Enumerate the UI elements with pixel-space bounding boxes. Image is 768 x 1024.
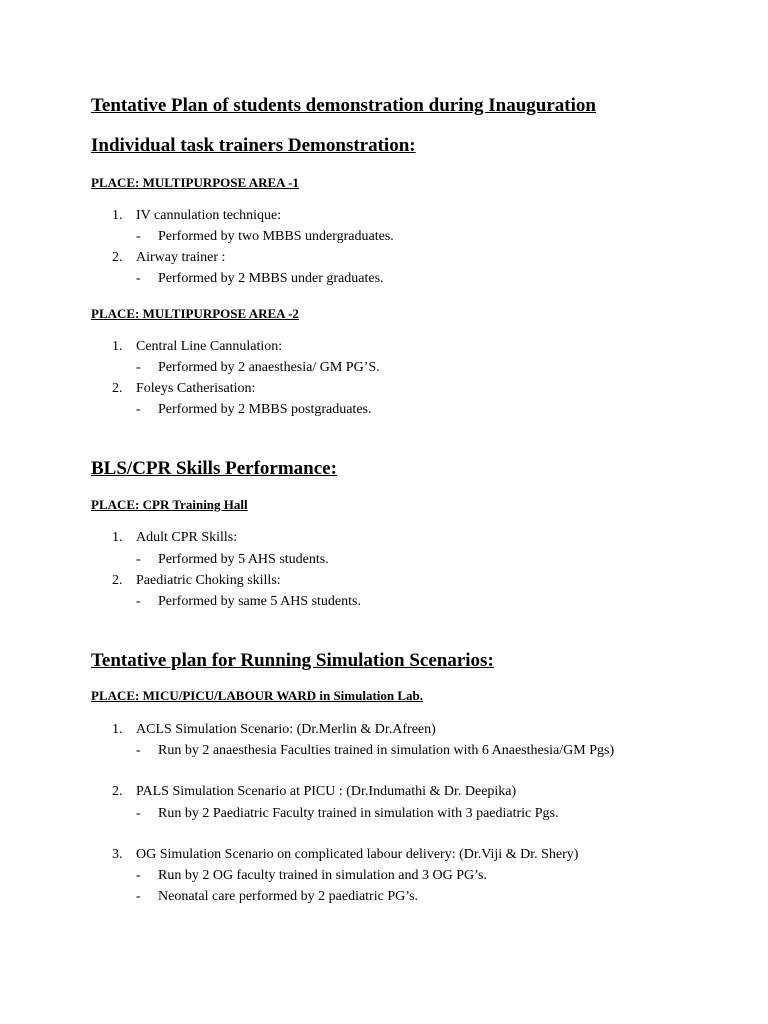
dash-bullet-icon: - [136,552,141,567]
section-heading: Tentative plan for Running Simulation Scenarios: [91,650,494,671]
list-item-text: Airway trainer : [136,250,226,265]
sub-item-text: Performed by 2 MBBS postgraduates. [158,402,372,417]
list-number: 2. [112,381,123,396]
sub-item-text: Performed by same 5 AHS students. [158,594,361,609]
dash-bullet-icon: - [136,360,141,375]
document-title: Tentative Plan of students demonstration during Inauguration [91,95,596,116]
list-item-text: PALS Simulation Scenario at PICU : (Dr.Indumathi & Dr. Deepika) [136,784,517,799]
dash-bullet-icon: - [136,743,141,758]
place-heading: PLACE: MULTIPURPOSE AREA -1 [91,175,299,190]
dash-bullet-icon: - [136,229,141,244]
list-item-text: Foleys Catherisation: [136,381,256,396]
dash-bullet-icon: - [136,868,141,883]
dash-bullet-icon: - [136,594,141,609]
list-number: 2. [112,784,123,799]
sub-item-text: Performed by 2 MBBS under graduates. [158,271,384,286]
sub-item-text: Run by 2 OG faculty trained in simulation and 3 OG PG’s. [158,868,487,883]
sub-item-text: Performed by 5 AHS students. [158,552,329,567]
list-number: 1. [112,722,123,737]
sub-item-text: Run by 2 anaesthesia Faculties trained in simulation with 6 Anaesthesia/GM Pgs) [158,743,615,758]
sub-item-text: Neonatal care performed by 2 paediatric PG’s. [158,889,419,904]
dash-bullet-icon: - [136,271,141,286]
list-number: 1. [112,208,123,223]
dash-bullet-icon: - [136,806,141,821]
list-number: 2. [112,250,123,265]
dash-bullet-icon: - [136,889,141,904]
section-heading: Individual task trainers Demonstration: [91,135,416,156]
section-heading: BLS/CPR Skills Performance: [91,458,337,479]
list-number: 2. [112,573,123,588]
list-item-text: Central Line Cannulation: [136,339,283,354]
list-number: 1. [112,530,123,545]
list-number: 3. [112,847,123,862]
place-heading: PLACE: MICU/PICU/LABOUR WARD in Simulation Lab. [91,688,424,703]
place-heading: PLACE: MULTIPURPOSE AREA -2 [91,306,299,321]
list-item-text: OG Simulation Scenario on complicated labour delivery: (Dr.Viji & Dr. Shery) [136,847,579,862]
place-heading: PLACE: CPR Training Hall [91,497,248,512]
list-item-text: Adult CPR Skills: [136,530,238,545]
sub-item-text: Run by 2 Paediatric Faculty trained in simulation with 3 paediatric Pgs. [158,806,559,821]
sub-item-text: Performed by two MBBS undergraduates. [158,229,394,244]
list-number: 1. [112,339,123,354]
list-item-text: IV cannulation technique: [136,208,282,223]
list-item-text: Paediatric Choking skills: [136,573,281,588]
list-item-text: ACLS Simulation Scenario: (Dr.Merlin & Dr.Afreen) [136,722,436,737]
sub-item-text: Performed by 2 anaesthesia/ GM PG’S. [158,360,380,375]
dash-bullet-icon: - [136,402,141,417]
